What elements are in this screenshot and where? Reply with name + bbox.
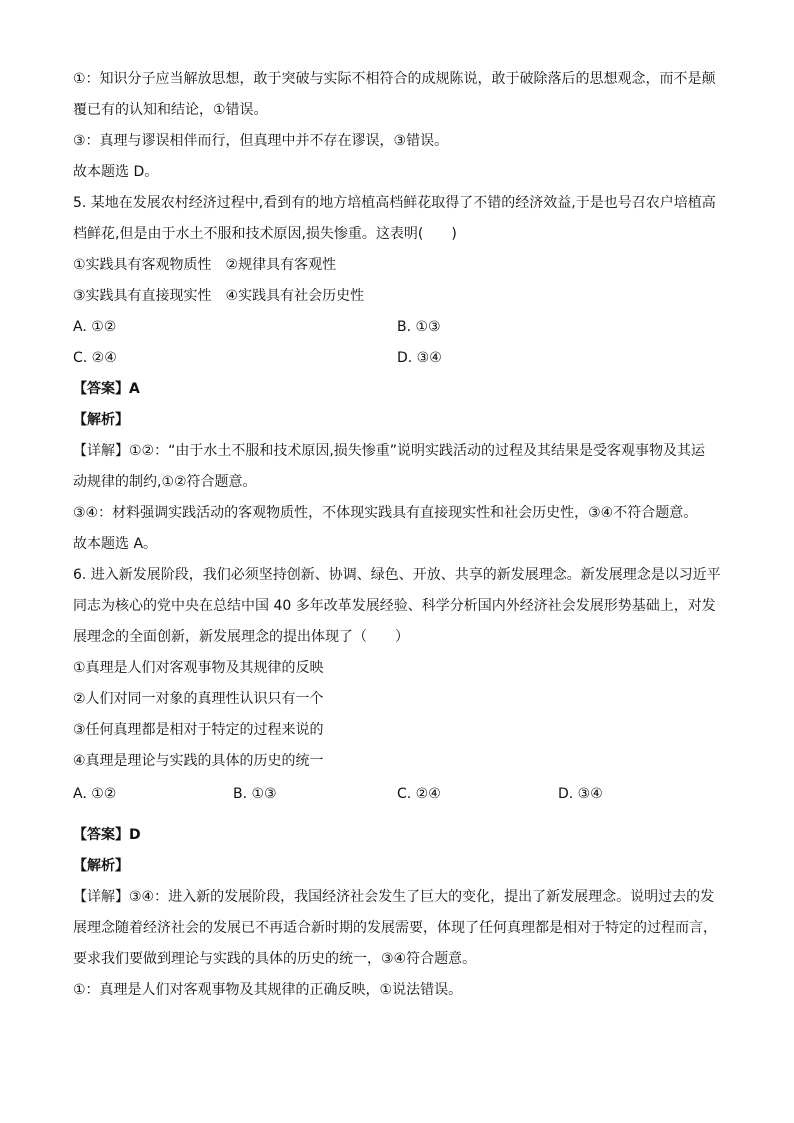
q6-item-line-1: ①真理是人们对客观事物及其规律的反映 — [73, 660, 324, 676]
q6-stem-line-2: 同志为核心的党中央在总结中国 40 多年改革发展经验、科学分析国内外经济社会发展形势基础上，对发 — [73, 598, 716, 614]
q6-detail-line-4: ①：真理是人们对客观事物及其规律的正确反映，①说法错误。 — [73, 982, 463, 998]
q6-stem-line-1: 6. 进入新发展阶段，我们必须坚持创新、协调、绿色、开放、共享的新发展理念。新发展理念是以习近平 — [73, 567, 721, 583]
q6-option-b: B. ①③ — [233, 786, 277, 802]
q5-option-c: C. ②④ — [73, 350, 117, 366]
q6-item-line-4: ④真理是理论与实践的具体的历史的统一 — [73, 753, 324, 769]
q6-option-d: D. ③④ — [558, 786, 603, 802]
q5-item-line-1: ①实践具有客观物质性 ②规律具有客观性 — [73, 257, 337, 273]
q6-item-line-3: ③任何真理都是相对于特定的过程来说的 — [73, 722, 324, 738]
q4-analysis-line-2: 覆已有的认知和结论，①错误。 — [73, 102, 268, 118]
q5-detail-line-2: 动规律的制约,①②符合题意。 — [73, 474, 257, 490]
q6-item-line-2: ②人们对同一对象的真理性认识只有一个 — [73, 691, 324, 707]
q6-detail-line-3: 要求我们要做到理论与实践的具体的历史的统一，③④符合题意。 — [73, 951, 477, 967]
q4-analysis-line-3: ③：真理与谬误相伴而行，但真理中并不存在谬误，③错误。 — [73, 133, 449, 149]
q6-option-c: C. ②④ — [397, 786, 441, 802]
q5-item-line-2: ③实践具有直接现实性 ④实践具有社会历史性 — [73, 288, 365, 304]
q6-detail-line-2: 展理念随着经济社会的发展已不再适合新时期的发展需要，体现了任何真理都是相对于特定的过程而言， — [73, 920, 717, 936]
q5-option-b: B. ①③ — [397, 319, 441, 335]
q6-stem-line-3: 展理念的全面创新，新发展理念的提出体现了（ ） — [73, 629, 409, 645]
q5-answer: 【答案】A — [73, 381, 140, 397]
q5-analysis-label: 【解析】 — [73, 412, 129, 428]
q5-stem-line-2: 档鲜花,但是由于水土不服和技术原因,损失惨重。这表明( ) — [73, 226, 457, 242]
q5-detail-line-3: ③④：材料强调实践活动的客观物质性，不体现实践具有直接现实性和社会历史性，③④不符合题意。 — [73, 505, 698, 521]
q4-conclusion: 故本题选 D。 — [73, 164, 159, 180]
q5-detail-line-1: 【详解】①②：“由于水土不服和技术原因,损失惨重”说明实践活动的过程及其结果是受客观事物及其运 — [73, 443, 706, 459]
q5-stem-line-1: 5. 某地在发展农村经济过程中,看到有的地方培植高档鲜花取得了不错的经济效益,于是也号召农户培植高 — [73, 195, 716, 211]
q5-option-a: A. ①② — [73, 319, 117, 335]
q6-detail-line-1: 【详解】③④：进入新的发展阶段，我国经济社会发生了巨大的变化，提出了新发展理念。说明过去的发 — [73, 889, 715, 905]
q4-analysis-line-1: ①：知识分子应当解放思想，敢于突破与实际不相符合的成规陈说，敢于破除落后的思想观念，而不是颠 — [73, 71, 716, 87]
q5-conclusion: 故本题选 A。 — [73, 536, 158, 552]
q6-analysis-label: 【解析】 — [73, 858, 129, 874]
q5-option-d: D. ③④ — [397, 350, 442, 366]
q6-answer: 【答案】D — [73, 827, 141, 843]
q6-option-a: A. ①② — [73, 786, 117, 802]
